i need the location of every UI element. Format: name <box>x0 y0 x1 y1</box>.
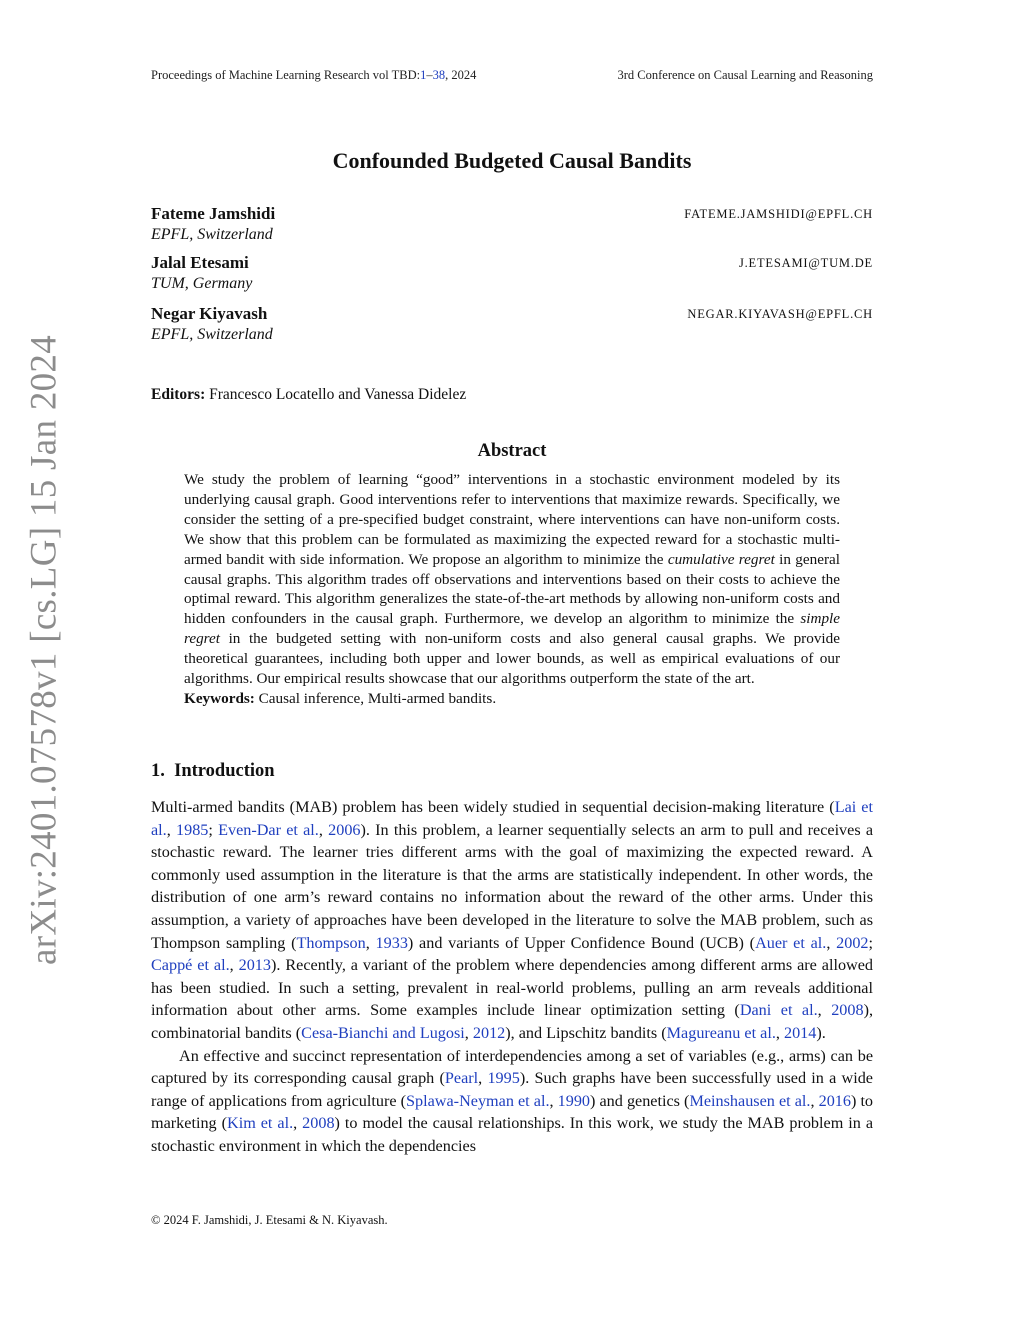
citation-link[interactable]: Auer et al. <box>755 933 827 952</box>
citation-year-link[interactable]: 1933 <box>375 933 408 952</box>
citation-year-link[interactable]: 2016 <box>818 1091 851 1110</box>
citation-link[interactable]: Cesa-Bianchi and Lugosi <box>301 1023 465 1042</box>
citation-year-link[interactable]: 2008 <box>302 1114 335 1133</box>
running-header-right: 3rd Conference on Causal Learning and Reasoning <box>617 68 873 82</box>
author-affiliation: EPFL, Switzerland <box>151 226 273 243</box>
author-affiliation: TUM, Germany <box>151 275 253 292</box>
citation-link[interactable]: Splawa-Neyman et al. <box>406 1091 550 1110</box>
citation-year-link[interactable]: 1985 <box>176 820 209 839</box>
citation-year-link[interactable]: 2014 <box>783 1023 817 1042</box>
citation-year-link[interactable]: 2013 <box>238 956 271 975</box>
citation-year-link[interactable]: 1995 <box>487 1069 520 1088</box>
paper-title: Confounded Budgeted Causal Bandits <box>332 148 692 173</box>
citation-link[interactable]: Dani et al. <box>739 1001 818 1020</box>
abstract-paragraph: We study the problem of learning “good” interventions in a stochastic environment modeled by its underlying causal graph. Good interventions refer to interventions that maximize rewards. Specifically, we consider the setting of a pre-specified budget constraint, where interventions can have non-uniform costs. We show that this problem can be formulated as maximizing the expected reward for a stochastic multi-armed bandit with side information. We propose an algorithm to minimize the cumulative regret in general causal graphs. This algorithm trades off observations and interventions based on their costs to achieve the optimal reward. This algorithm generalizes the state-of-the-art methods by allowing non-uniform costs and hidden confounders in the causal graph. Furthermore, we develop an algorithm to minimize the simple regret in the budgeted setting with non-uniform costs and also general causal graphs. We provide theoretical guarantees, including both upper and lower bounds, as well as empirical evaluations of our algorithms. Our empirical results showcase that our algorithms outperform the state of the art. <box>184 471 840 688</box>
arxiv-identifier-stamp: arXiv:2401.07578v1 [cs.LG] 15 Jan 2024 <box>23 334 65 966</box>
abstract-text <box>184 470 840 709</box>
page-start-link[interactable]: 1 <box>420 68 427 82</box>
citation-link[interactable]: Pearl <box>444 1069 479 1088</box>
author-name: Jalal Etesami <box>151 253 249 272</box>
citation-link[interactable]: Meinshausen et al. <box>689 1091 811 1110</box>
author-email[interactable]: J.ETESAMI@TUM.DE <box>738 256 873 270</box>
citation-year-link[interactable]: 2006 <box>328 820 361 839</box>
body-paragraph: An effective and succinct representation of interdependencies among a set of variables (e.g., arms) can be captured by its corresponding causal graph (Pearl, 1995). Such graphs have been successfully used in a wide range of applications from agriculture (Splawa-Neyman et al., 1990) and genetics (Meinshausen et al., 2016) to marketing (Kim et al., 2008) to model the causal relationships. In this work, we study the MAB problem in a stochastic environment in which the dependencies <box>151 1046 874 1155</box>
citation-link[interactable]: Thompson <box>296 933 366 952</box>
body-paragraph: Multi-armed bandits (MAB) problem has been widely studied in sequential decision-making literature (Lai et al., 1985; Even-Dar et al., 2006). In this problem, a learner sequentially selects an arm to pull and receives a stochastic reward. The learner tries different arms with the goal of maximizing the expected reward. A commonly used assumption in the literature is that the arms are statistically independent. In other words, the distribution of one arm’s reward contains no information about the reward of the other arms. Under this assumption, a variety of approaches have been developed in the literature to solve the MAB problem, such as Thompson sampling (Thompson, 1933) and variants of Upper Confidence Bound (UCB) (Auer et al., 2002; Cappé et al., 2013). Recently, a variant of the problem where dependencies among different arms are allowed has been studied. In such a setting, prevalent in real-world problems, pulling an arm reveals additional information about other arms. Some examples include linear optimization setting (Dani et al., 2008), combinatorial bandits (Cesa-Bianchi and Lugosi, 2012), and Lipschitz bandits (Magureanu et al., 2014). <box>151 798 874 1042</box>
author-email[interactable]: NEGAR.KIYAVASH@EPFL.CH <box>687 307 873 321</box>
editors-line: Editors: Francesco Locatello and Vanessa Didelez <box>151 386 467 403</box>
keywords-line: Keywords: Causal inference, Multi-armed bandits. <box>184 689 497 707</box>
author-block <box>151 204 873 244</box>
author-name: Fateme Jamshidi <box>151 204 276 223</box>
citation-year-link[interactable]: 2002 <box>836 933 869 952</box>
section-heading-introduction: 1. Introduction <box>151 761 275 781</box>
citation-year-link[interactable]: 2008 <box>831 1001 864 1020</box>
author-block <box>151 253 873 293</box>
author-name: Negar Kiyavash <box>151 304 268 323</box>
citation-link[interactable]: Magureanu et al. <box>666 1023 776 1042</box>
copyright-footer: © 2024 F. Jamshidi, J. Etesami & N. Kiyavash. <box>151 1213 388 1227</box>
author-block <box>151 304 873 344</box>
introduction-body <box>151 796 873 1158</box>
citation-year-link[interactable]: 1990 <box>557 1091 591 1110</box>
citation-link[interactable]: Kim et al. <box>227 1114 294 1133</box>
citation-link[interactable]: Lai et al. <box>151 798 873 839</box>
author-email[interactable]: FATEME.JAMSHIDI@EPFL.CH <box>684 207 873 221</box>
abstract-heading: Abstract <box>477 441 547 461</box>
citation-link[interactable]: Even-Dar et al. <box>218 820 319 839</box>
citation-link[interactable]: Cappé et al. <box>151 956 230 975</box>
running-header-left: Proceedings of Machine Learning Research vol TBD:1–38, 2024 <box>151 68 477 82</box>
author-affiliation: EPFL, Switzerland <box>151 326 273 343</box>
citation-year-link[interactable]: 2012 <box>472 1023 506 1042</box>
page-end-link[interactable]: 38 <box>432 68 446 82</box>
